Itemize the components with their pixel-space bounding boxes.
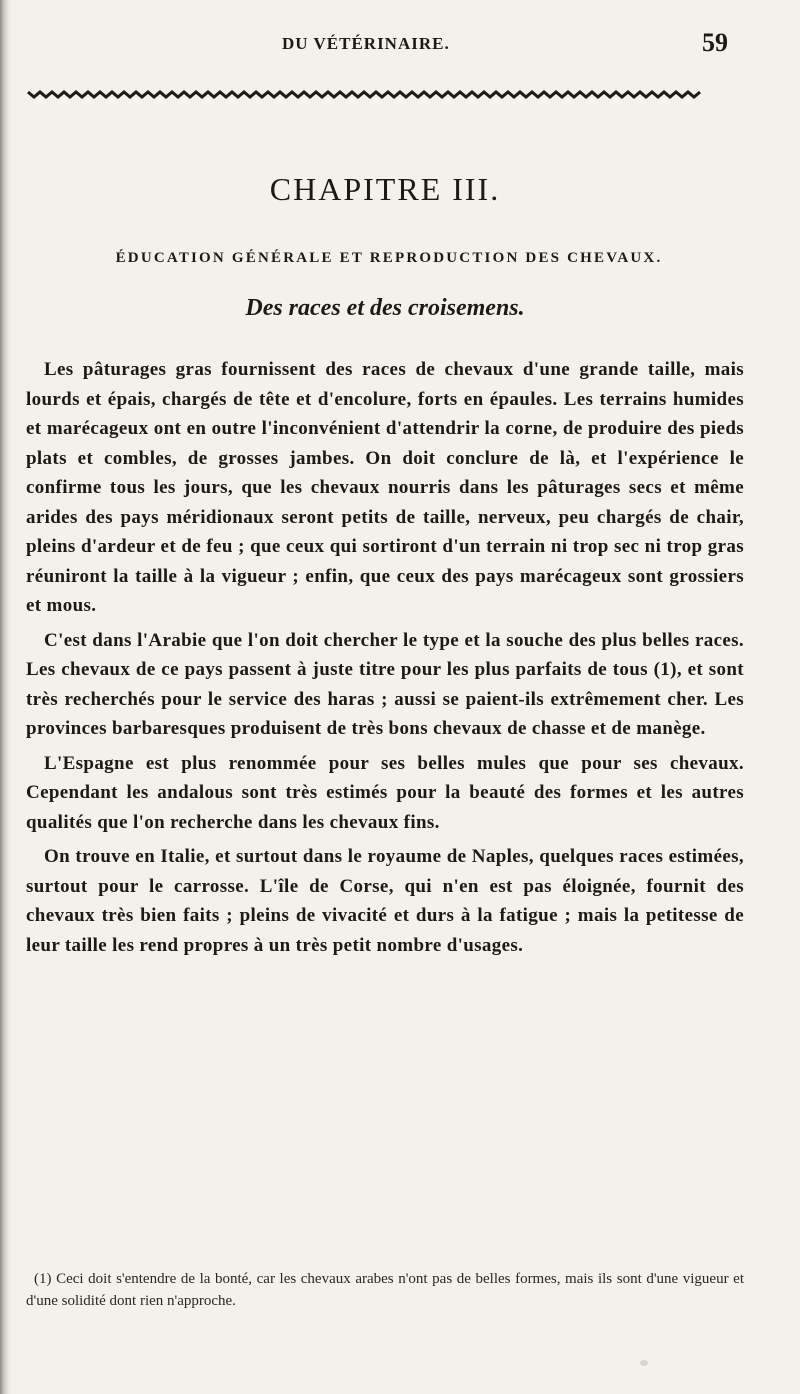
- body-text: [26, 355, 744, 965]
- footnote: (1) Ceci doit s'entendre de la bonté, car les chevaux arabes n'ont pas de belles formes, mais ils sont d'une vigueur et d'une solidité dont rien n'approche.: [26, 1271, 744, 1309]
- ornamental-rule: [26, 88, 706, 100]
- running-title: DU VÉTÉRINAIRE.: [282, 34, 450, 53]
- paragraph: C'est dans l'Arabie que l'on doit chercher le type et la souche des plus belles races. Les chevaux de ce pays passent à juste titre pour les plus parfaits de tous (1), et sont très recherchés pour le service des haras ; aussi se paient-ils extrêmement cher. Les provinces barbaresques produisent de très bons chevaux de chasse et de manège.: [26, 629, 744, 739]
- running-head: [26, 28, 768, 58]
- section-subtitle: Des races et des croisemens.: [245, 295, 525, 321]
- chapter-title: CHAPITRE III.: [269, 171, 501, 207]
- page-number: 59: [702, 28, 728, 57]
- paragraph: Les pâturages gras fournissent des races de chevaux d'une grande taille, mais lourds et épais, chargés de tête et d'encolure, forts en épaules. Les terrains humides et marécageux ont en outre l'inconvénient d'attendrir la corne, de produire des pieds plats et combles, de grosses jambes. On doit conclure de là, et l'expérience le confirme tous les jours, que les chevaux nourris dans les pâturages secs et même arides des pays méridionaux seront petits de taille, nerveux, peu chargés de chair, pleins d'ardeur et de feu ; que ceux qui sortiront d'un terrain ni trop sec ni trop gras réuniront la taille à la vigueur ; enfin, que ceux des pays marécageux sont grossiers et mous.: [26, 359, 744, 616]
- section-heading: ÉDUCATION GÉNÉRALE ET REPRODUCTION DES CHEVAUX.: [115, 250, 663, 266]
- paper-smudge: [640, 1360, 648, 1366]
- paragraph: L'Espagne est plus renommée pour ses belles mules que pour ses chevaux. Cependant les andalous sont très estimés pour la beauté des formes et les autres qualités que l'on recherche dans les chevaux fins.: [26, 752, 744, 833]
- page-gutter-shadow: [0, 0, 12, 1394]
- paragraph: On trouve en Italie, et surtout dans le royaume de Naples, quelques races estimées, surtout pour le carrosse. L'île de Corse, qui n'en est pas éloignée, fournit des chevaux très bien faits ; pleins de vivacité et durs à la fatigue ; mais la petitesse de leur taille les rend propres à un très petit nombre d'usages.: [26, 846, 744, 956]
